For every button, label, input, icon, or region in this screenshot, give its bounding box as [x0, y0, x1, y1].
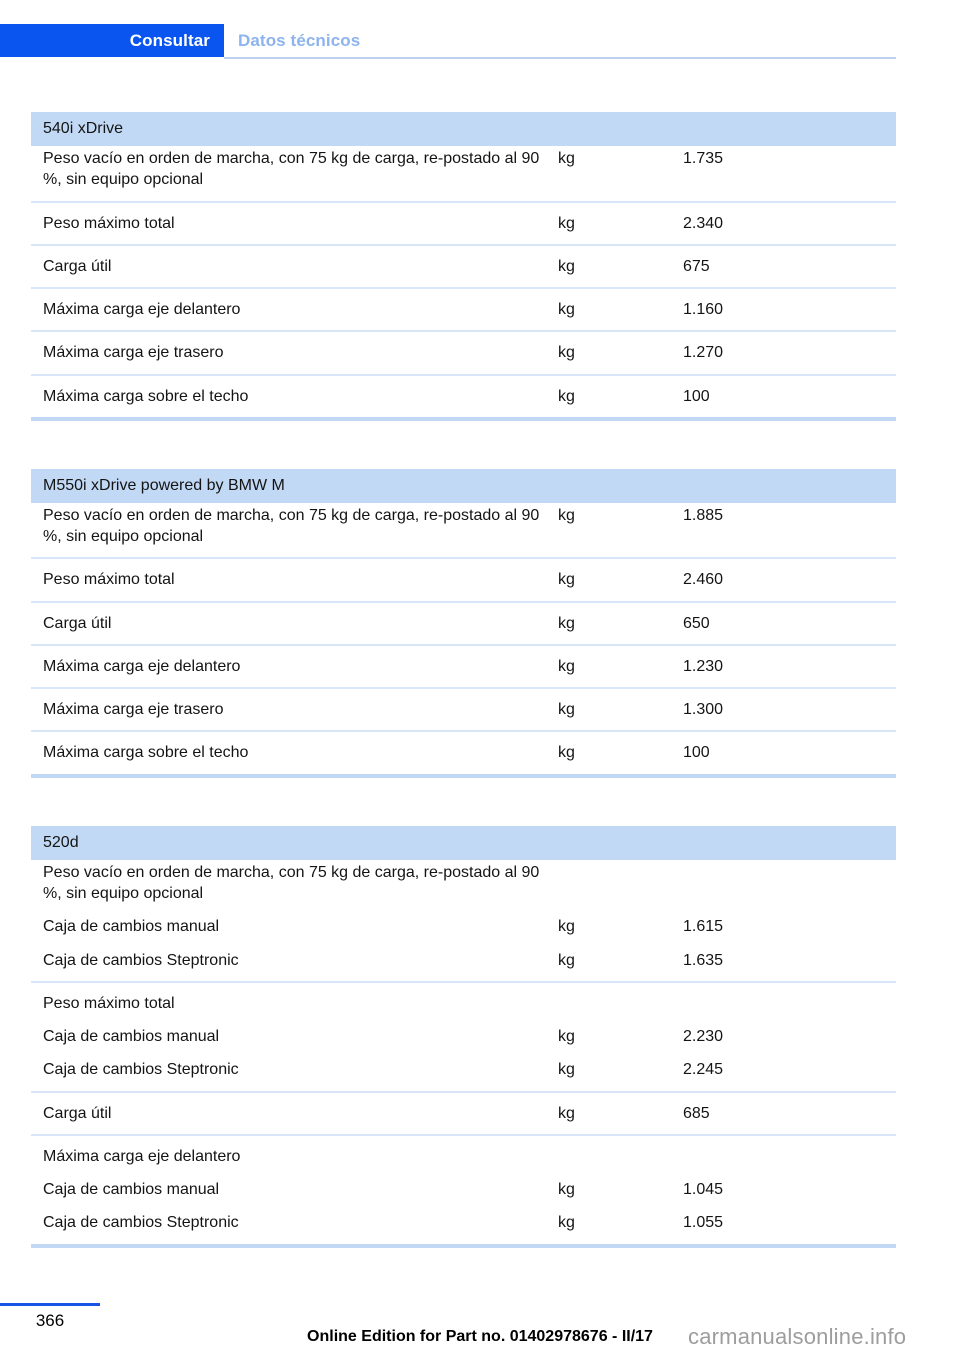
row-unit: kg: [558, 506, 575, 524]
row-label: Caja de cambios Steptronic: [43, 1061, 239, 1079]
row-unit: [557, 860, 682, 915]
row-label: Peso vacío en orden de marcha, con 75 kg de carga, re-postado al 90 %, sin equipo opcional: [43, 506, 540, 546]
footer-page-rule: [0, 1303, 100, 1306]
row-value: [682, 860, 896, 915]
row-label: Caja de cambios Steptronic: [43, 951, 239, 969]
tab-consultar[interactable]: [0, 24, 224, 57]
row-value: 1.270: [682, 331, 896, 374]
row-label: Peso máximo total: [31, 558, 557, 601]
watermark: carmanualsonline.info: [688, 1324, 907, 1349]
table-title: 520d: [31, 826, 896, 860]
row-unit: kg: [557, 645, 682, 688]
row-value: 1.615: [683, 918, 724, 936]
row-label: Máxima carga eje delantero: [31, 1135, 557, 1177]
table-header-row: [31, 112, 896, 146]
row-unit: kg: [557, 688, 682, 731]
row-value: 1.735: [683, 150, 724, 167]
row-label: Peso máximo total: [31, 202, 557, 245]
row-value: 1.055: [683, 1214, 724, 1232]
table-row: [31, 914, 896, 947]
row-value: 685: [682, 1092, 896, 1135]
header-divider: [224, 57, 896, 59]
table-row: [31, 860, 896, 915]
row-unit: kg: [558, 1061, 575, 1079]
row-value: 1.885: [683, 506, 724, 524]
row-unit: kg: [557, 731, 682, 775]
row-value: 675: [682, 245, 896, 288]
row-value: 2.245: [683, 1061, 724, 1079]
table-row: [31, 948, 896, 982]
table-row: [31, 245, 896, 288]
row-label: Peso máximo total: [31, 982, 557, 1024]
row-label: Caja de cambios manual: [43, 1028, 220, 1046]
row-label: Máxima carga eje trasero: [31, 331, 557, 374]
page-number: 366: [35, 1311, 65, 1330]
row-value: [682, 1135, 896, 1177]
table-header-row: [31, 469, 896, 503]
row-label: Máxima carga eje delantero: [31, 288, 557, 331]
table-row: [31, 288, 896, 331]
spec-tables-container: [31, 112, 896, 1248]
row-value: 650: [682, 602, 896, 645]
page-header: [0, 24, 896, 58]
table-row: [31, 602, 896, 645]
table-row: [31, 1057, 896, 1091]
row-unit: kg: [558, 150, 575, 167]
row-value: 100: [682, 375, 896, 419]
row-label: Máxima carga sobre el techo: [31, 731, 557, 775]
row-unit: kg: [557, 202, 682, 245]
table-row: [31, 1135, 896, 1177]
row-unit: kg: [558, 918, 575, 936]
row-unit: kg: [557, 331, 682, 374]
spec-table-540i-xdrive: [31, 112, 896, 421]
table-row: [31, 1210, 896, 1245]
row-unit: kg: [557, 558, 682, 601]
table-row: [31, 1092, 896, 1135]
row-unit: kg: [558, 1181, 575, 1199]
table-row: [31, 645, 896, 688]
row-value: 2.230: [683, 1028, 724, 1046]
table-title: 540i xDrive: [31, 112, 896, 146]
row-label: Caja de cambios manual: [43, 1181, 220, 1199]
row-label: Carga útil: [31, 245, 557, 288]
row-label: Máxima carga eje delantero: [31, 645, 557, 688]
row-value: [682, 982, 896, 1024]
row-unit: [557, 982, 682, 1024]
tab-datos-tecnicos[interactable]: [238, 24, 360, 57]
row-unit: [557, 1135, 682, 1177]
table-row: [31, 503, 896, 559]
table-row: [31, 982, 896, 1024]
row-label: Carga útil: [31, 1092, 557, 1135]
row-value: 2.340: [682, 202, 896, 245]
tab-consultar-label: Consultar: [129, 30, 210, 50]
row-unit: kg: [557, 375, 682, 419]
table-header-row: [31, 826, 896, 860]
row-unit: kg: [557, 288, 682, 331]
row-label: Carga útil: [31, 602, 557, 645]
table-title: M550i xDrive powered by BMW M: [31, 469, 896, 503]
table-row: [31, 731, 896, 775]
row-label: Caja de cambios manual: [43, 918, 220, 936]
row-value: 100: [682, 731, 896, 775]
row-value: 1.300: [682, 688, 896, 731]
row-label: Caja de cambios Steptronic: [43, 1214, 239, 1232]
row-unit: kg: [558, 1214, 575, 1232]
table-row: [31, 331, 896, 374]
row-label: Peso vacío en orden de marcha, con 75 kg de carga, re-postado al 90 %, sin equipo opcional: [43, 863, 540, 902]
row-unit: kg: [558, 951, 575, 969]
row-unit: kg: [557, 1092, 682, 1135]
row-label: Máxima carga sobre el techo: [31, 375, 557, 419]
row-unit: kg: [558, 1028, 575, 1046]
row-unit: kg: [557, 245, 682, 288]
table-row: [31, 688, 896, 731]
row-value: 1.635: [683, 951, 724, 969]
row-label: Máxima carga eje trasero: [31, 688, 557, 731]
row-unit: kg: [557, 602, 682, 645]
row-value: 1.160: [682, 288, 896, 331]
row-value: 1.045: [683, 1181, 724, 1199]
row-value: 1.230: [682, 645, 896, 688]
table-row: [31, 146, 896, 202]
tab-datos-tecnicos-label: Datos técnicos: [238, 30, 361, 50]
row-label: Peso vacío en orden de marcha, con 75 kg de carga, re-postado al 90 %, sin equipo opcional: [43, 150, 540, 189]
row-value: 2.460: [682, 558, 896, 601]
table-row: [31, 202, 896, 245]
table-row: [31, 1024, 896, 1057]
table-row: [31, 1177, 896, 1210]
table-row: [31, 375, 896, 419]
spec-table-m550i-xdrive: [31, 469, 896, 778]
spec-table-520d: [31, 826, 896, 1248]
edition-notice: Online Edition for Part no. 01402978676 - II/17: [307, 1328, 653, 1345]
table-row: [31, 558, 896, 601]
